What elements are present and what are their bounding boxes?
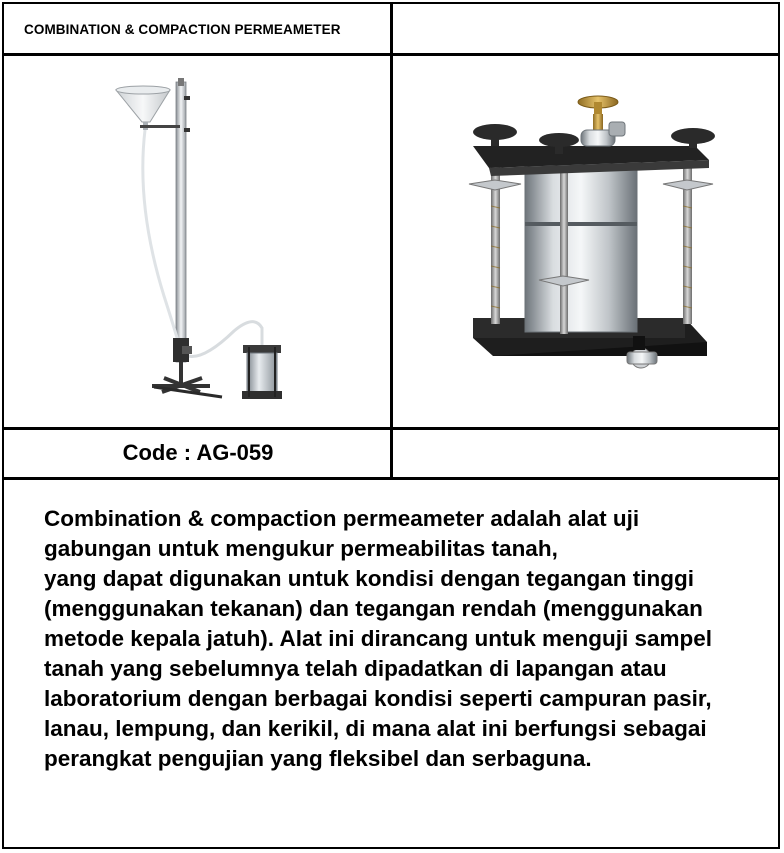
permeameter-stand-image: [4, 56, 392, 427]
product-code: Code : AG-059: [122, 440, 274, 465]
product-sheet: [2, 2, 780, 849]
page-title: COMBINATION & COMPACTION PERMEAMETER: [24, 21, 341, 37]
description-text: Combination & compaction permeameter adalah alat uji gabungan untuk mengukur permeabilitas tanah, yang dapat digunakan untuk kondisi dengan tegangan tinggi (menggunakan tekanan) dan tegangan rendah (menggunakan metode kepala jatuh). Alat ini dirancang untuk menguji sampel tanah yang sebelumnya telah dipadatkan di lapangan atau laboratorium dengan berbagai kondisi seperti campuran pasir, lanau, lempung, dan kerikil, di mana alat ini berfungsi sebagai perangkat pengujian yang fleksibel dan serbaguna.: [44, 506, 713, 771]
compaction-mold-image: [395, 56, 780, 427]
description-block: [4, 480, 782, 850]
